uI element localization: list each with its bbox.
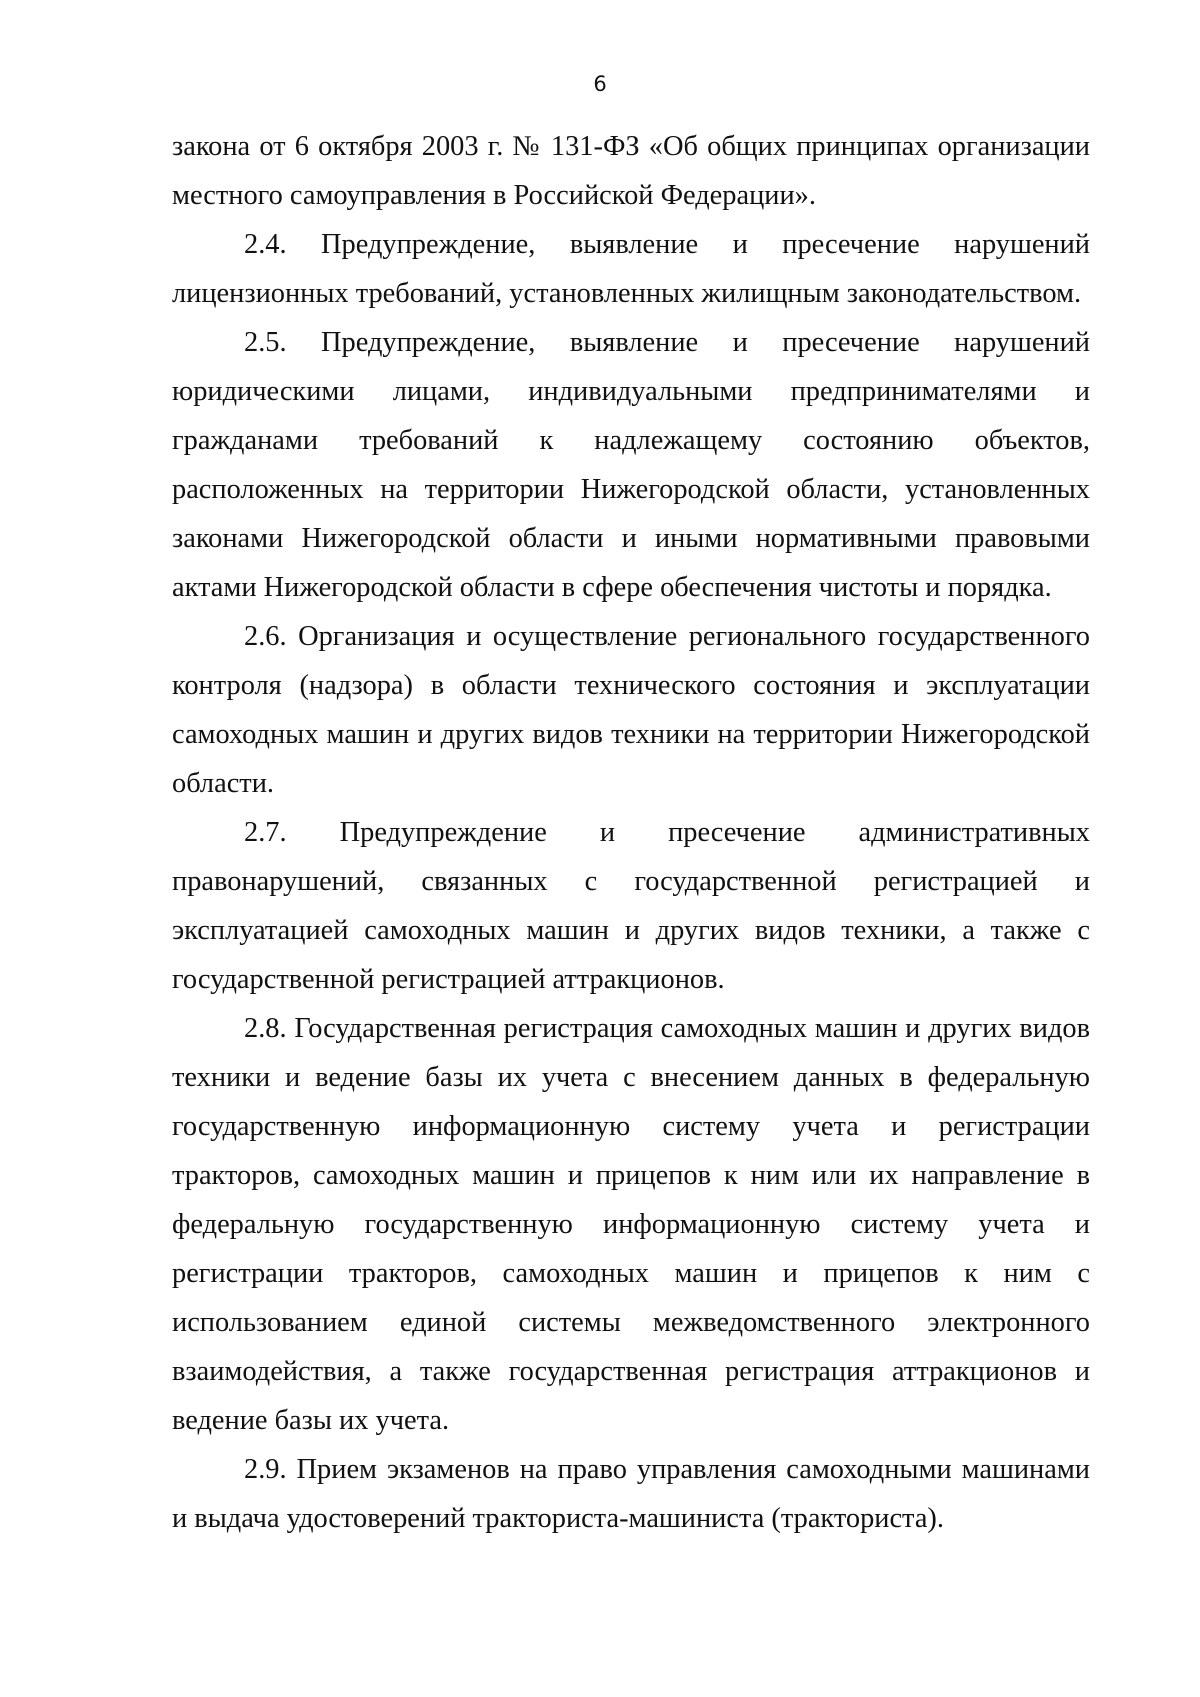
paragraph-2-9: 2.9. Прием экзаменов на право управления самоходными машинами и выдача удостоверений тракториста-машиниста (тракториста). [172,1454,1090,1534]
paragraph-2-4: 2.4. Предупреждение, выявление и пресечение нарушений лицензионных требований, установленных жилищным законодательством. [172,229,1090,309]
paragraph-continuation: закона от 6 октября 2003 г. № 131-ФЗ «Об общих принципах организации местного самоуправления в Российской Федерации». [172,131,1090,211]
page-number: 6 [593,72,607,96]
paragraph-2-7: 2.7. Предупреждение и пресечение административных правонарушений, связанных с государственной регистрацией и эксплуатацией самоходных машин и других видов техники, а также с государственной регистрацией аттракционов. [172,817,1090,995]
paragraph-2-6: 2.6. Организация и осуществление регионального государственного контроля (надзора) в области технического состояния и эксплуатации самоходных машин и других видов техники на территории Нижегородской области. [172,621,1090,799]
document-body [172,122,1090,1543]
paragraph-2-5: 2.5. Предупреждение, выявление и пресечение нарушений юридическими лицами, индивидуальными предпринимателями и гражданами требований к надлежащему состоянию объектов, расположенных на территории Нижегородской области, установленных законами Нижегородской области и иными нормативными правовыми актами Нижегородской области в сфере обеспечения чистоты и порядка. [172,327,1090,603]
paragraph-2-8: 2.8. Государственная регистрация самоходных машин и других видов техники и ведение базы их учета с внесением данных в федеральную государственную информационную систему учета и регистрации тракторов, самоходных машин и прицепов к ним или их направление в федеральную государственную информационную систему учета и регистрации тракторов, самоходных машин и прицепов к ним с использованием единой системы межведомственного электронного взаимодействия, а также государственная регистрация аттракционов и ведение базы их учета. [172,1013,1090,1436]
